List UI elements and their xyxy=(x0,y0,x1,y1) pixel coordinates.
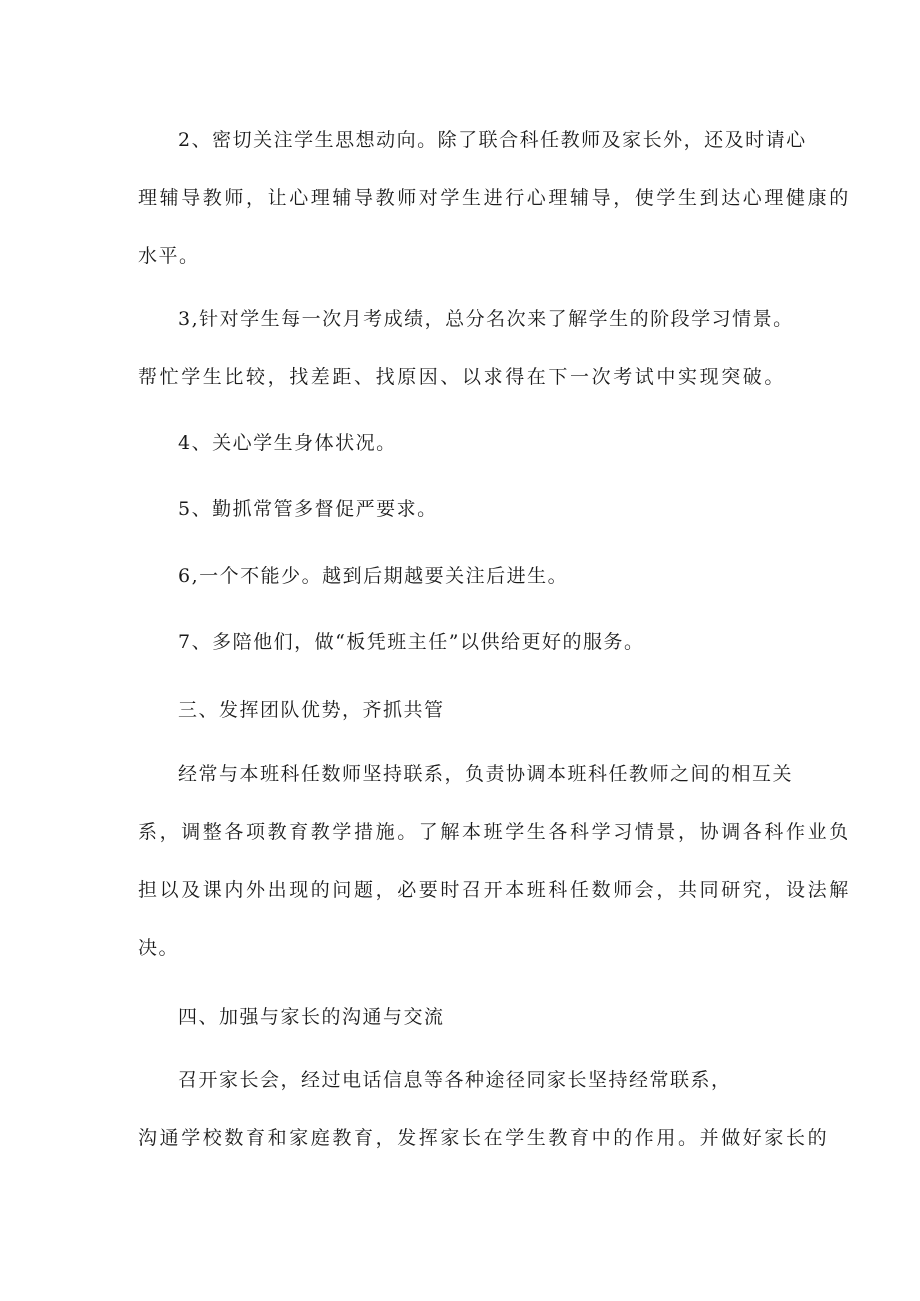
paragraph-3-line-1: 3,针对学生每一次月考成绩，总分名次来了解学生的阶段学习情景。 xyxy=(178,308,794,330)
section-heading-3: 三、发挥团队优势，齐抓共管 xyxy=(178,699,445,721)
section-heading-4: 四、加强与家长的沟通与交流 xyxy=(178,1006,445,1028)
item-4: 4、关心学生身体状况。 xyxy=(178,432,397,454)
paragraph-3-line-2: 帮忙学生比较，找差距、找原因、以求得在下一次考试中实现突破。 xyxy=(138,366,787,388)
paragraph-2-line-2: 理辅导教师，让心理辅导教师对学生进行心理辅导，使学生到达心理健康的 xyxy=(138,187,851,209)
section-3-line-3: 担以及课内外出现的问题，必要时召开本班科任数师会，共同研究，设法解 xyxy=(138,879,851,901)
item-5: 5、勤抓常管多督促严要求。 xyxy=(178,498,438,520)
section-3-line-2: 系，调整各项教育教学措施。了解本班学生各科学习情景，协调各科作业负 xyxy=(138,821,851,843)
section-3-line-1: 经常与本班科任数师坚持联系，负责协调本班科任教师之间的相互关 xyxy=(178,763,794,785)
paragraph-2-line-1: 2、密切关注学生思想动向。除了联合科任教师及家长外，还及时请心 xyxy=(178,129,807,151)
item-7: 7、多陪他们，做“板凭班主任”以供给更好的服务。 xyxy=(178,631,645,653)
section-4-line-2: 沟通学校数育和家庭教育，发挥家长在学生教育中的作用。并做好家长的 xyxy=(138,1127,830,1149)
section-4-line-1: 召开家长会，经过电话信息等各种途径同家长坚持经常联系， xyxy=(178,1069,732,1091)
paragraph-2-line-3: 水平。 xyxy=(138,245,200,267)
item-6: 6,一个不能少。越到后期越要关注后进生。 xyxy=(178,565,569,587)
section-3-line-4: 决。 xyxy=(138,937,180,959)
